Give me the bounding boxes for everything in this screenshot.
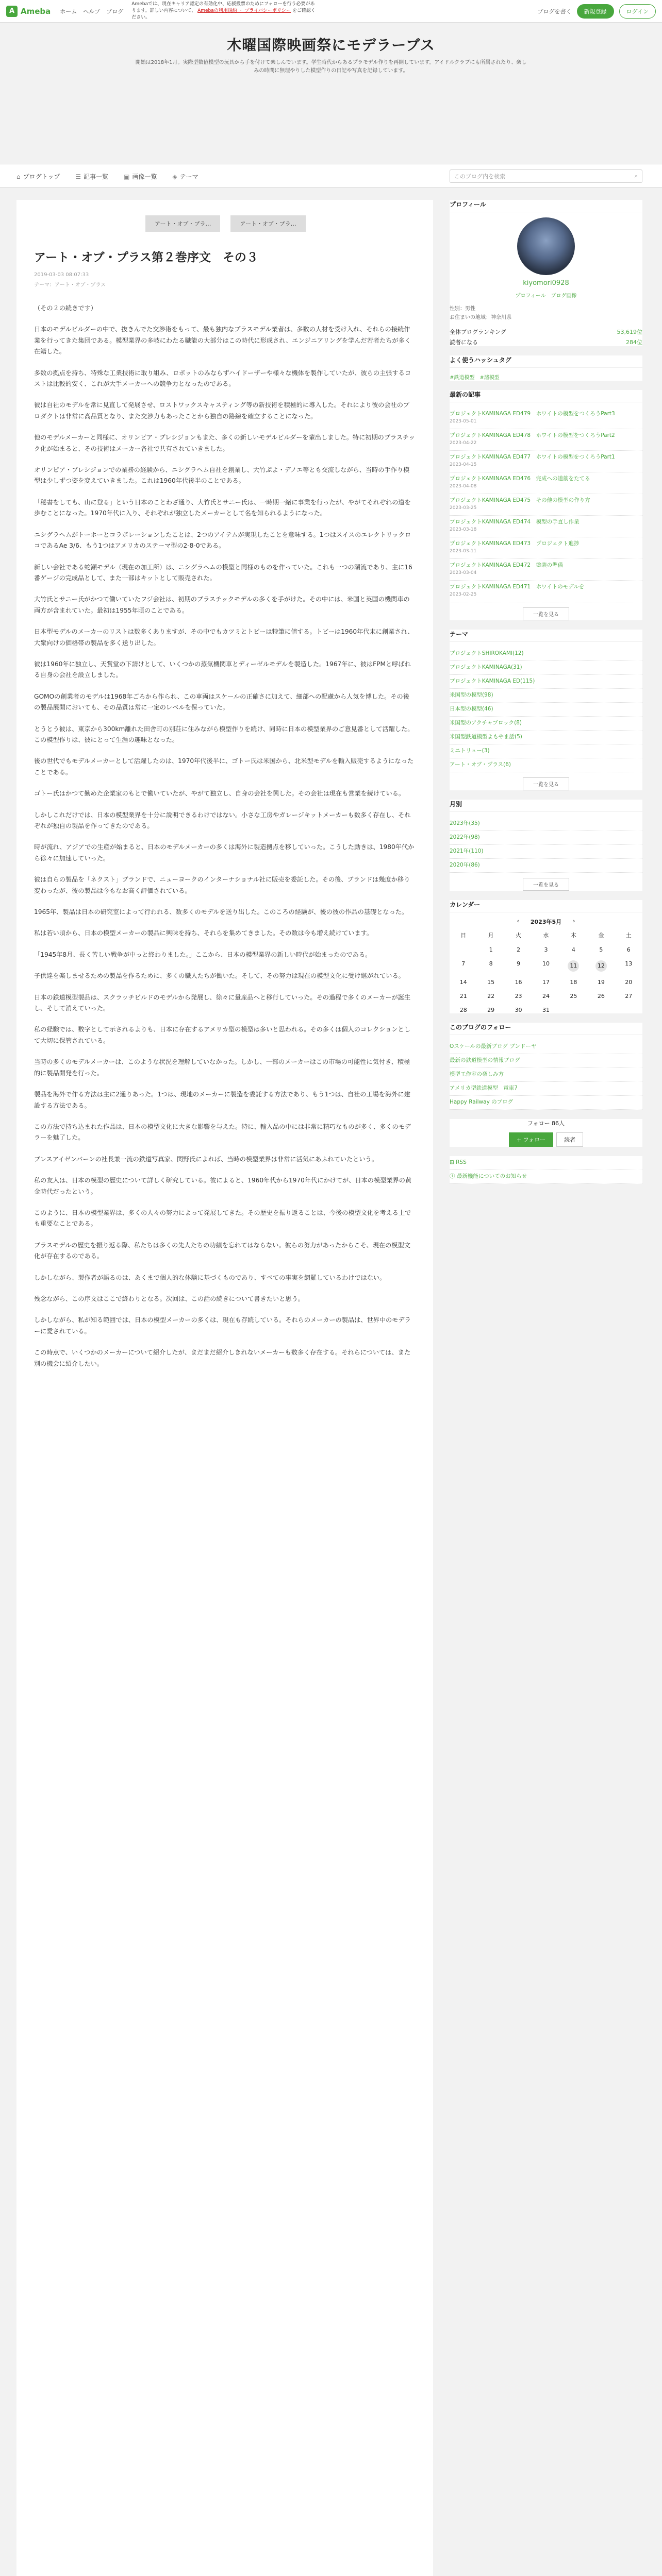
recent-entries-section xyxy=(450,390,642,620)
archive-item[interactable]: 2021年(110) xyxy=(450,845,642,859)
article-paragraph: 多数の拠点を持ち、特殊な工業技術に取り組み、ロボットのみならずハイドーザーや様々な機体を製作していたが、彼らの主張するコストは比較的安く、これが大手メーカーへの競争力となったのである。 xyxy=(34,369,411,388)
home-icon: ⌂ xyxy=(16,173,21,180)
sidebar xyxy=(450,200,642,1193)
info-icon: ⓘ xyxy=(450,1173,457,1179)
calendar-day[interactable]: 25 xyxy=(570,993,577,999)
reader-value: 284位 xyxy=(626,339,642,346)
recent-entry-date: 2023-04-15 xyxy=(450,462,477,467)
calendar-day[interactable]: 13 xyxy=(625,960,633,967)
recent-entry-date: 2023-03-25 xyxy=(450,505,477,511)
calendar-heading: カレンダー xyxy=(450,900,642,912)
follower-count[interactable]: フォロー 86人 xyxy=(527,1120,565,1127)
calendar-day[interactable]: 15 xyxy=(487,979,495,986)
recent-entry-date: 2023-03-18 xyxy=(450,527,477,532)
nav-blog[interactable]: ブログ xyxy=(106,8,124,15)
theme-item[interactable]: 米国型のアクチャブロック(8) xyxy=(450,717,642,731)
archive-more-button[interactable]: 一覧を見る xyxy=(523,878,569,891)
blog-nav xyxy=(0,164,662,188)
calendar-day[interactable]: 4 xyxy=(571,946,575,953)
following-blog-item[interactable]: Happy Railway のブログ xyxy=(450,1096,642,1110)
article-paragraph: 日本型モデルのメーカーのリストは数多くありますが、その中でもカツミとトビーは特筆に値する。トビーは1960年代末に創業され、大衆向けの価格帯の製品を多く送り出した。 xyxy=(34,628,414,647)
article-paragraph: 残念ながら、この序文はここで終わりとなる。次回は、この話の続きについて書きたいと思う。 xyxy=(34,1295,304,1302)
calendar-day[interactable]: 10 xyxy=(542,960,550,967)
calendar-weekday: 日 xyxy=(460,932,467,939)
terms-link[interactable]: Amebaの利用規約 ・ プライバシーポリシー xyxy=(197,8,291,13)
write-blog-link[interactable]: ブログを書く xyxy=(537,8,572,15)
article-paragraph: 1965年、製品は日本の研究室によって行われる、数多くのモデルを送り出した。このころの経験が、後の彼の作品の基礎となった。 xyxy=(34,908,408,916)
article-paragraph: 大竹氏とサニー氏がかつて働いていたフジ会社は、初期のプラスチックモデルの多くを手がけた。その中には、米国と英国の機関車の両方が含まれていた。最初は1955年頃のことである。 xyxy=(34,596,410,614)
blog-search-input[interactable]: このブログ内を検索 ⌕ xyxy=(450,170,642,183)
recent-entry-item[interactable] xyxy=(450,516,642,537)
list-icon: ☰ xyxy=(75,173,81,180)
calendar-day[interactable]: 18 xyxy=(570,979,577,986)
calendar-section xyxy=(450,900,642,1013)
article-paragraph: 私の友人は、日本の模型の歴史について詳しく研究している。彼によると、1960年代から1970年代にかけてが、日本の模型業界の黄金時代だったという。 xyxy=(34,1177,412,1195)
prev-article-link[interactable]: アート・オブ・プラ… xyxy=(145,215,220,232)
blog-header xyxy=(0,23,662,79)
following-blog-item[interactable]: Oスケールの最新ブログ ブンドーヤ xyxy=(450,1040,642,1054)
article-paragraph: 「1945年8月、長く苦しい戦争が中っと終わりました。」ここから、日本の模型業界の新しい時代が始まったのである。 xyxy=(34,951,372,958)
calendar-day[interactable]: 30 xyxy=(515,1007,522,1013)
theme-item[interactable]: アート・オブ・プラス(6) xyxy=(450,758,642,772)
calendar-day[interactable]: 8 xyxy=(489,960,493,967)
recent-entry-date: 2023-03-04 xyxy=(450,570,477,575)
article-theme[interactable]: テーマ：アート・オブ・プラス xyxy=(34,282,106,288)
search-icon[interactable]: ⌕ xyxy=(634,173,638,179)
article-paragraph: 日本のモデルビルダーの中で、抜きんでた交渉術をもって、最も独内なプラスモデル業者は、多数の人材を受け入れ、それらの接続作業を行ってきた集団である。模型業界の多岐にわたる職能の大部分はこの時代に形成され、エンジニアリングを学んだ若者たちが多く在籍した。 xyxy=(34,326,411,355)
article-paragraph: 新しい会社である蛇瀬モデル（現在の加工所）は、ニシグラヘムの模型と同様のものを作っていた。これも一つの潮流であり、主に16番ゲージの完成品として、また一部はキットとして販売された。 xyxy=(34,563,412,582)
hashtag-item[interactable]: #諸模型 xyxy=(479,375,500,381)
calendar-day xyxy=(450,946,477,953)
calendar-day[interactable]: 1 xyxy=(489,946,493,953)
calendar-day[interactable]: 26 xyxy=(597,993,605,999)
follow-button[interactable]: + フォロー xyxy=(509,1132,553,1147)
hashtag-heading: よく使うハッシュタグ xyxy=(450,355,642,368)
recent-entry-title: プロジェクトKAMINAGA ED479 ホワイトの模型をつくろうPart3 xyxy=(450,411,615,417)
calendar-weekday: 土 xyxy=(625,932,632,939)
article-paragraph: 時が流れ、アジアでの生産が始まると、日本のモデルメーカーの多くは海外に製造拠点を移していった。こうした動きは、1980年代から徐々に加速していった。 xyxy=(34,843,415,862)
calendar-day[interactable]: 7 xyxy=(461,960,466,967)
article-paragraph: 後の世代でもモデルメーカーとして活躍したのは、1970年代後半に、ゴトー氏は米国から、北米型モデルを輸入販売するようになったことである。 xyxy=(34,757,414,776)
article-paragraph: 彼は自らの製品を「ネクスト」ブランドで、ニューヨークのインターナショナル社に販売を委託した。その後、ブランドは幾度か移り変わったが、彼の製品は今もなお高く評価されている。 xyxy=(34,876,410,894)
calendar-day[interactable]: 20 xyxy=(625,979,633,986)
calendar-weekday: 金 xyxy=(598,932,604,939)
calendar-weekday: 水 xyxy=(543,932,549,939)
calendar-day[interactable]: 29 xyxy=(487,1007,495,1013)
article-paragraph: （その２の続きです） xyxy=(34,304,97,312)
theme-item[interactable]: プロジェクトSHIROKAMI(12) xyxy=(450,647,642,661)
calendar-day[interactable]: 16 xyxy=(515,979,522,986)
rss-link[interactable]: ⊞ RSS xyxy=(450,1156,642,1170)
calendar-day xyxy=(615,1007,642,1013)
theme-heading: テーマ xyxy=(450,630,642,642)
recent-entry-item[interactable] xyxy=(450,472,642,494)
article-paragraph: 「秘書をしても、山に登る」という日本のことわざ通り、大竹氏とサニー氏は、一時期一緒に事業を行ったが、やがてそれぞれの道を歩むことになった。1970年代に入り、それぞれが独立したメーカーとして名を知られるようになった。 xyxy=(34,498,411,517)
theme-icon: ◈ xyxy=(172,173,177,180)
article-paragraph: 彼は自社のモデルを常に見直して発展させ、ロストワックスキャスティング等の新技術を積極的に導入した。それにより彼の会社のプロダクトは非常に高品質となり、また交渉力もあったことから独自の路線を確立することになった。 xyxy=(34,401,410,420)
calendar-day[interactable]: 19 xyxy=(597,979,605,986)
nav-theme[interactable]: ◈ テーマ xyxy=(172,173,198,180)
following-blog-item[interactable]: 模型工作室の楽しみ方 xyxy=(450,1068,642,1082)
article-paragraph: GOMOの創業者のモデルは1968年ごろから作られ、この車両はスケールの正確さに加えて、細部への配慮から人気を博した。その後の製品展開においても、その品質は常に一定のレベルを保っていた。 xyxy=(34,692,409,711)
calendar-weekday: 火 xyxy=(516,932,522,939)
register-button[interactable]: 新規登録 xyxy=(577,4,614,19)
following-blog-item[interactable]: 最新の鉄道模型の情報ブログ xyxy=(450,1054,642,1068)
calendar-day[interactable]: 2 xyxy=(517,946,521,953)
archive-section xyxy=(450,800,642,891)
profile-heading: プロフィール xyxy=(450,200,642,212)
calendar-weekday: 月 xyxy=(488,932,494,939)
login-button[interactable]: ログイン xyxy=(619,4,656,19)
article-paragraph: しかしながら、製作者が語るのは、あくまで個人的な体験に基づくものであり、すべての事実を網羅しているわけではない。 xyxy=(34,1274,386,1281)
article-paragraph: 彼は1960年に独立し、天賞堂の下請けとして、いくつかの蒸気機関車とディーゼルモデルを製造した。1967年に、彼はFPMと呼ばれる自身の会社を設立しました。 xyxy=(34,660,411,679)
calendar-day xyxy=(587,1007,615,1013)
recent-entry-item[interactable] xyxy=(450,408,642,429)
theme-item[interactable]: ミニトリュー(3) xyxy=(450,744,642,758)
profile-name[interactable]: kiyomori0928 xyxy=(523,279,569,287)
article-paragraph: このように、日本の模型業界は、多くの人々の努力によって発展してきた。その歴史を振り返ることは、今後の模型文化を考える上でも重要なことである。 xyxy=(34,1209,411,1228)
article-paragraph: この時点で、いくつかのメーカーについて紹介したが、まだまだ紹介しきれないメーカーも数多く存在する。それらについては、また別の機会に紹介したい。 xyxy=(34,1349,411,1367)
recent-entry-title: プロジェクトKAMINAGA ED475 その他の模型の作り方 xyxy=(450,497,590,503)
article-paragraph: しかしこれだけでは、日本の模型業界を十分に説明できるわけではない。小さな工房やガレージキットメーカーも数多く存在し、それぞれが独自の製品を作ってきたのである。 xyxy=(34,811,411,829)
article-paragraph: この方法で持ち込まれた作品は、日本の模型文化に大きな影響を与えた。特に、輸入品の中には非常に精巧なものが多く、多くのモデラーを魅了した。 xyxy=(34,1123,411,1142)
recent-entry-item[interactable] xyxy=(450,559,642,581)
recent-entry-item[interactable] xyxy=(450,581,642,602)
recent-entry-title: プロジェクトKAMINAGA ED478 ホワイトの模型をつくろうPart2 xyxy=(450,432,615,438)
recent-entry-item[interactable] xyxy=(450,494,642,516)
avatar[interactable] xyxy=(517,217,575,275)
calendar-day[interactable]: 11 xyxy=(568,960,579,972)
calendar-day[interactable]: 31 xyxy=(542,1007,550,1013)
theme-section xyxy=(450,630,642,790)
article-paragraph: 子供達を楽しませるための製品を作るために、多くの職人たちが働いた。そして、その努力は現在の模型文化に受け継がれている。 xyxy=(34,972,405,980)
reader-button[interactable]: 読者 xyxy=(556,1132,583,1147)
follow-section xyxy=(450,1119,642,1147)
archive-heading: 月別 xyxy=(450,800,642,812)
article-title[interactable]: アート・オブ・プラス第２巻序文 その３ xyxy=(34,251,258,264)
calendar-month: 2023年5月 xyxy=(530,919,562,925)
profile-bio: お住まいの地域：神奈川県 xyxy=(450,315,511,320)
archive-item[interactable]: 2020年(86) xyxy=(450,859,642,873)
profile-links[interactable]: プロフィール ブログ画像 xyxy=(515,293,577,299)
ranking-value: 53,619位 xyxy=(617,329,642,335)
article-pager xyxy=(145,215,306,232)
recent-entry-title: プロジェクトKAMINAGA ED473 プロジェクト進捗 xyxy=(450,540,580,547)
theme-more-button[interactable]: 一覧を見る xyxy=(523,777,569,790)
image-icon: ▣ xyxy=(124,173,130,180)
rss-icon: ⊞ xyxy=(450,1159,456,1165)
archive-item[interactable]: 2023年(35) xyxy=(450,817,642,831)
recent-entry-title: プロジェクトKAMINAGA ED476 完成への道筋をたてる xyxy=(450,476,590,482)
article-paragraph: オリンピア・プレシジョンでの業務の経験から、ニシグラヘム自社を創業し、大竹ぷよ・デノエ等とも交流しながら、当時の手作り模型は少しずつ姿を変えていきました。これは1960年代後半のことである。 xyxy=(34,466,410,485)
hashtag-item[interactable]: #鉄道模型 xyxy=(450,375,475,381)
top-bar xyxy=(0,0,662,23)
recent-entry-date: 2023-04-08 xyxy=(450,484,477,489)
article-paragraph: 私は若い頃から、日本の模型メーカーの製品に興味を持ち、それらを集めてきました。その数は今も増え続けています。 xyxy=(34,929,373,937)
calendar-day[interactable]: 9 xyxy=(517,960,521,967)
blog-description: 開始は2018年1月。実際型数値模型の玩具から手を付けて楽しんでいます。学生時代からあるプラモデル作りを再開しています。アイドルクラブにも所属されたり、楽しみの時間に無理やりした模型作りの日記や写真を記録しています。 xyxy=(135,60,527,74)
promo-notice: Amebaでは、現在キャリア認定の有効化中、応援投票のためにフォローを行う必要があります。詳しい内容について、 Amebaの利用規約 ・ プライバシーポリシー をご確認ください。 xyxy=(131,2,316,20)
calendar-day[interactable]: 17 xyxy=(542,979,550,986)
theme-item[interactable]: プロジェクトKAMINAGA(31) xyxy=(450,661,642,675)
nav-blog-top[interactable]: ⌂ ブログトップ xyxy=(16,173,60,180)
recent-entry-item[interactable] xyxy=(450,429,642,451)
recent-entry-item[interactable] xyxy=(450,537,642,559)
article-main xyxy=(16,200,433,2576)
calendar-day[interactable]: 28 xyxy=(459,1007,467,1013)
calendar-day[interactable]: 14 xyxy=(459,979,467,986)
recent-entry-title: プロジェクトKAMINAGA ED477 ホワイトの模型をつくろうPart1 xyxy=(450,454,615,460)
hashtag-section xyxy=(450,355,642,381)
article-paragraph: 日本の鉄道模型製品は、スクラッチビルドのモデルから発展し、徐々に量産品へと移行していった。その過程で多くのメーカーが誕生し、そして消えていった。 xyxy=(34,993,411,1012)
calendar-day[interactable]: 21 xyxy=(459,993,467,999)
ranking-label[interactable]: 全体ブログランキング xyxy=(450,329,506,335)
calendar-day[interactable]: 3 xyxy=(544,946,548,953)
nav-home[interactable]: ホーム xyxy=(60,8,77,15)
article-paragraph: とうとう彼は、東京から300km離れた田舎町の別荘に住みながら模型作りを続け、同時に日本の模型業界のご意見番として活躍した。この模型作りは、彼にとって生涯の趣味となった。 xyxy=(34,725,414,743)
nav-help[interactable]: ヘルプ xyxy=(83,8,101,15)
article-paragraph: 他のモデルメーカーと同様に、オリンピア・プレシジョンもまた、多くの新しいモデルビルダーを輩出しました。特に初期のプラスチック化が始まると、その技術はメーカー各社で共有されていきました。 xyxy=(34,434,415,452)
theme-item[interactable]: 日本型の模型(46) xyxy=(450,703,642,717)
recent-entry-date: 2023-02-25 xyxy=(450,592,477,597)
calendar-day[interactable]: 5 xyxy=(599,946,603,953)
ameba-logo[interactable]: A Ameba xyxy=(6,6,51,17)
archive-item[interactable]: 2022年(98) xyxy=(450,831,642,845)
profile-section xyxy=(450,200,642,346)
recent-more-button[interactable]: 一覧を見る xyxy=(523,607,569,620)
nav-entry-list[interactable]: ☰ 記事一覧 xyxy=(75,173,109,180)
article-paragraph: 当時の多くのモデルメーカーは、このような状況を理解していなかった。しかし、一部のメーカーはこの市場の可能性に気付き、積極的に製品開発を行った。 xyxy=(34,1058,410,1077)
recent-entry-title: プロジェクトKAMINAGA ED471 ホワイトのモデルを xyxy=(450,584,585,590)
article-paragraph: ゴトー氏はかつて勤めた企業家のもとで働いていたが、やがて独立し、自身の会社を興した。その会社は現在も営業を続けている。 xyxy=(34,790,405,798)
nav-image-list[interactable]: ▣ 画像一覧 xyxy=(124,173,157,180)
calendar-day[interactable]: 12 xyxy=(595,960,607,972)
profile-gender: 性別：男性 xyxy=(450,306,475,312)
following-blog-item[interactable]: アメリカ型鉄道模型 電車7 xyxy=(450,1082,642,1096)
calendar-day[interactable]: 23 xyxy=(515,993,522,999)
calendar-day[interactable]: 27 xyxy=(625,993,633,999)
article-paragraph: 製品を海外で作る方法は主に2通りあった。1つは、現地のメーカーに製造を委託する方法であり、もう1つは、自社の工場を海外に建設する方法である。 xyxy=(34,1091,410,1109)
calendar-next-icon[interactable]: › xyxy=(573,918,575,924)
calendar-day[interactable]: 22 xyxy=(487,993,495,999)
article-paragraph: プラスモデルの歴史を振り返る際、私たちは多くの先人たちの功績を忘れてはならない。彼らの努力があったからこそ、現在の模型文化が存在するのである。 xyxy=(34,1241,410,1260)
calendar-weekday: 木 xyxy=(570,932,576,939)
article-paragraph: 私の経験では、数字として示されるよりも、日本に存在するアメリカ型の模型は多いと思われる。その多くは個人のコレクションとして大切に保管されている。 xyxy=(34,1026,410,1044)
calendar-day xyxy=(560,1007,587,1013)
blog-title[interactable]: 木曜国際映画祭にモデラーブス xyxy=(227,37,435,54)
news-link[interactable]: ⓘ 最新機能についてのお知らせ xyxy=(450,1170,642,1184)
article-paragraph: ニシグラヘムがトーホーとコラボレーションしたことは、2つのアイテムが実現したことを意味する。1つはスイスのエレクトリックロコであるAe 3/6、もう1つはアメリカのステーマ型の2-8-0である。 xyxy=(34,531,411,550)
article-date: 2019-03-03 08:07:33 xyxy=(34,272,89,278)
following-section xyxy=(450,1023,642,1110)
article-body xyxy=(34,303,416,1380)
recent-entry-title: プロジェクトKAMINAGA ED474 模型の手直し作業 xyxy=(450,519,580,525)
calendar-prev-icon[interactable]: ‹ xyxy=(517,918,519,924)
recent-entry-date: 2023-03-11 xyxy=(450,549,477,554)
calendar-day[interactable]: 6 xyxy=(626,946,631,953)
recent-entry-title: プロジェクトKAMINAGA ED472 塗装の準備 xyxy=(450,562,564,568)
following-heading: このブログのフォロー xyxy=(450,1023,642,1035)
ameba-logo-icon: A xyxy=(6,6,18,17)
recent-heading: 最新の記事 xyxy=(450,390,642,402)
calendar-day[interactable]: 24 xyxy=(542,993,550,999)
theme-item[interactable]: 米国型鉄道模型よもやま話(5) xyxy=(450,731,642,744)
next-article-link[interactable]: アート・オブ・プラ… xyxy=(230,215,305,232)
article-paragraph: プレスアイゼンバーンの社長兼一流の鉄道写真家、関野氏によれば、当時の模型業界は非常に活気にあふれていたという。 xyxy=(34,1155,378,1163)
theme-item[interactable]: 米国型の模型(98) xyxy=(450,689,642,703)
reader-label[interactable]: 読者になる xyxy=(450,339,478,346)
footer-links xyxy=(450,1156,642,1184)
recent-entry-date: 2023-05-01 xyxy=(450,419,477,424)
recent-entry-date: 2023-04-22 xyxy=(450,440,477,446)
recent-entry-item[interactable] xyxy=(450,451,642,472)
theme-item[interactable]: プロジェクトKAMINAGA ED(115) xyxy=(450,675,642,689)
article-paragraph: しかしながら、私が知る範囲では、日本の模型メーカーの多くは、現在も存続している。それらのメーカーの製品は、世界中のモデラーに愛されている。 xyxy=(34,1316,411,1335)
